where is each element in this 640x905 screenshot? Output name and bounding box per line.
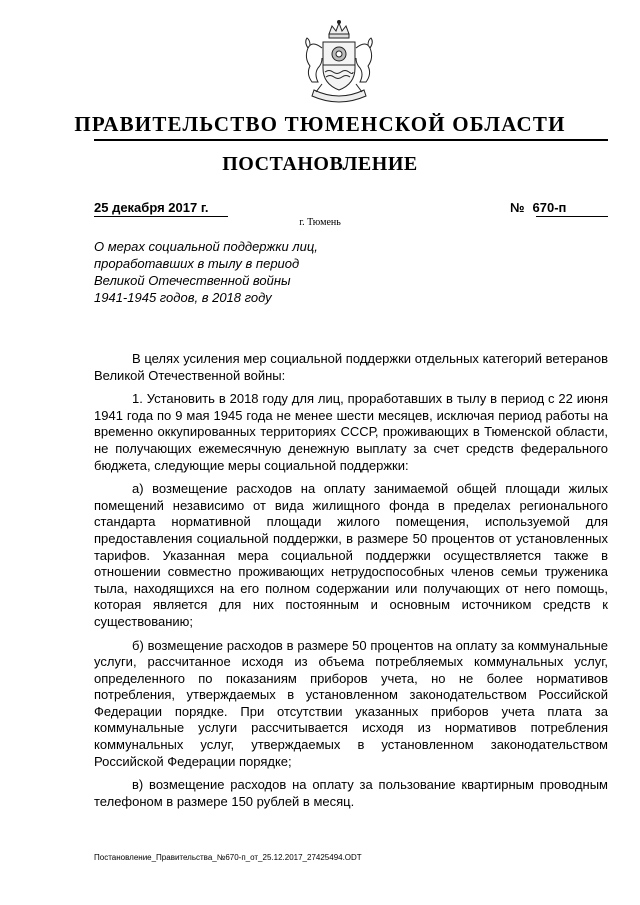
document-date: 25 декабря 2017 г. [94,200,228,217]
document-number [510,200,608,215]
number-sign: № [510,200,525,215]
title-divider [94,139,608,141]
document-type: ПОСТАНОВЛЕНИЕ [222,153,418,175]
government-title: ПРАВИТЕЛЬСТВО ТЮМЕНСКОЙ ОБЛАСТИ [74,112,566,136]
clause-1c-paragraph: в) возмещение расходов на оплату за пользование квартирным проводным телефоном в размере 150 рублей в месяц. [94,777,608,809]
tyumen-coat-of-arms-icon [296,18,382,106]
clause-1b-paragraph: б) возмещение расходов в размере 50 процентов на оплату за коммунальные услуги, рассчитанное исходя из объема потребляемых коммунальных услуг, определенного по показаниям приборов учета, но не более нормативов потребления, утверждаемых в установленном законодательством Российской Федерации порядке. При отсутствии указанных приборов учета плата за коммунальные услуги рассчитывается исходя из нормативов потребления коммунальных услуг, утверждаемых в установленном законодательством Российской Федерации порядке; [94,637,608,769]
file-footer: Постановление_Правительства_№670-п_от_25.12.2017_27425494.ODT [94,853,362,862]
number-value: 670-п [532,200,567,215]
subject-line: Великой Отечественной войны [94,273,291,288]
clause-1a-paragraph: а) возмещение расходов на оплату занимаемой общей площади жилых помещений независимо от вида жилищного фонда в пределах регионального стандарта нормативной площади жилого помещения, используемой для предоставления социальной поддержки, в размере 50 процентов от установленных тарифов. Указанная мера социальной поддержки осуществляется также в отношении совместно проживающих нетрудоспособных членов семьи труженика тыла, находящихся на его полном содержании или получающих от него помощь, которая является для них постоянным и основным источником средств к существованию; [94,481,608,629]
subject-line: 1941-1945 годов, в 2018 году [94,290,272,305]
document-city: г. Тюмень [299,217,341,228]
clause-1-paragraph: 1. Установить в 2018 году для лиц, проработавших в тылу в период с 22 июня 1941 года по 9 мая 1945 года не менее шести месяцев, исключая период работы на временно оккупированных территориях СССР, проживающих в Тюменской области, не получающих ежемесячную денежную выплату за счет средств федерального бюджета, следующие меры социальной поддержки: [94,391,608,473]
subject-line: проработавших в тылу в период [94,256,300,271]
subject-line: О мерах социальной поддержки лиц, [94,239,318,254]
document-subject [94,238,354,306]
preamble-paragraph: В целях усиления мер социальной поддержки отдельных категорий ветеранов Великой Отечественной войны: [94,351,608,383]
document-body [94,351,608,817]
